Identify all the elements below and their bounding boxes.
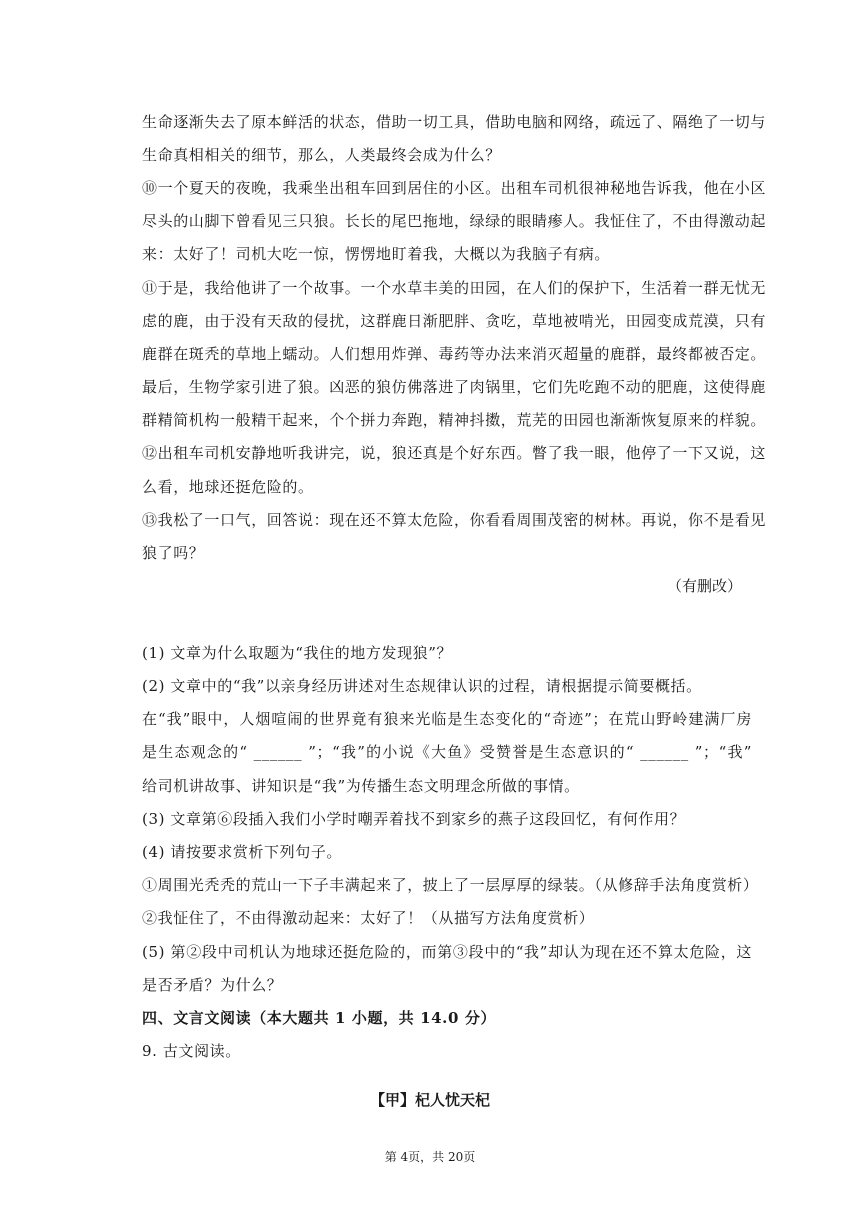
section-heading: 四、文言文阅读（本大题共 1 小题，共 14.0 分） xyxy=(142,1009,497,1027)
passage-line: ⑬我松了一口气，回答说：现在还不算太危险，你看看周围茂密的树林。再说，你不是看见 xyxy=(142,511,767,529)
passage-line: 么看，地球还挺危险的。 xyxy=(142,478,314,496)
passage-line: 狼了吗？ xyxy=(142,544,205,562)
question-line: (2) 文章中的“我”以亲身经历讲述对生态规律认识的过程，请根据提示简要概括。 xyxy=(142,677,702,695)
passage-line: 生命逐渐失去了原本鲜活的状态，借助一切工具，借助电脑和网络，疏远了、隔绝了一切与 xyxy=(142,113,767,131)
question-line: 是生态观念的“ ______ ”；“我”的小说《大鱼》受赞誉是生态意识的“ ______ ”；“我” xyxy=(142,743,752,761)
question-line: 在“我”眼中，人烟喧闹的世界竟有狼来光临是生态变化的“奇迹”；在荒山野岭建满厂房 xyxy=(142,710,752,728)
passage-line: 生命真相相关的细节，那么，人类最终会成为什么？ xyxy=(142,146,501,164)
page-footer: 第 4页，共 20页 xyxy=(384,1150,476,1164)
passage-line: 群精简机构一般精干起来，个个拼力奔跑，精神抖擞，荒芜的田园也渐渐恢复原来的样貌。 xyxy=(142,411,767,429)
question-line: (3) 文章第⑥段插入我们小学时嘲弄着找不到家乡的燕子这段回忆，有何作用？ xyxy=(142,810,686,828)
passage-line: ⑫出租车司机安静地听我讲完，说，狼还真是个好东西。瞥了我一眼，他停了一下又说，这 xyxy=(142,444,767,462)
question-item: 9. 古文阅读。 xyxy=(142,1042,241,1060)
question-line: (1) 文章为什么取题为“我住的地方发现狼”？ xyxy=(142,644,453,662)
source-note: （有删改） xyxy=(666,577,742,595)
question-line: (4) 请按要求赏析下列句子。 xyxy=(142,843,343,861)
subtitle: 【甲】杞人忧天杞 xyxy=(369,1091,490,1109)
passage-line: 来：太好了！司机大吃一惊，愣愣地盯着我，大概以为我脑子有病。 xyxy=(142,245,611,263)
passage-line: 鹿群在斑秃的草地上蠕动。人们想用炸弹、毒药等办法来消灭超量的鹿群，最终都被否定。 xyxy=(142,345,767,363)
question-line: (5) 第②段中司机认为地球还挺危险的，而第③段中的“我”却认为现在还不算太危险，这 xyxy=(142,943,752,961)
question-line: ②我怔住了，不由得激动起来：太好了！（从描写方法角度赏析） xyxy=(142,909,595,927)
passage-line: 最后，生物学家引进了狼。凶恶的狼仿佛落进了肉锅里，它们先吃跑不动的肥鹿，这使得鹿 xyxy=(142,378,767,396)
question-line: ①周围光秃秃的荒山一下子丰满起来了，披上了一层厚厚的绿装。（从修辞手法角度赏析） xyxy=(142,876,759,894)
question-line: 是否矛盾？为什么？ xyxy=(142,976,283,994)
passage-line: 虑的鹿，由于没有天敌的侵扰，这群鹿日渐肥胖、贪吃，草地被啃光，田园变成荒漠，只有 xyxy=(142,312,767,330)
question-line: 给司机讲故事、讲知识是“我”为传播生态文明理念所做的事情。 xyxy=(142,777,580,795)
passage-line: ⑩一个夏天的夜晚，我乘坐出租车回到居住的小区。出租车司机很神秘地告诉我，他在小区 xyxy=(142,179,767,197)
passage-line: 尽头的山脚下曾看见三只狼。长长的尾巴拖地，绿绿的眼睛瘆人。我怔住了，不由得激动起 xyxy=(142,212,767,230)
passage-line: ⑪于是，我给他讲了一个故事。一个水草丰美的田园，在人们的保护下，生活着一群无忧无 xyxy=(142,279,767,297)
